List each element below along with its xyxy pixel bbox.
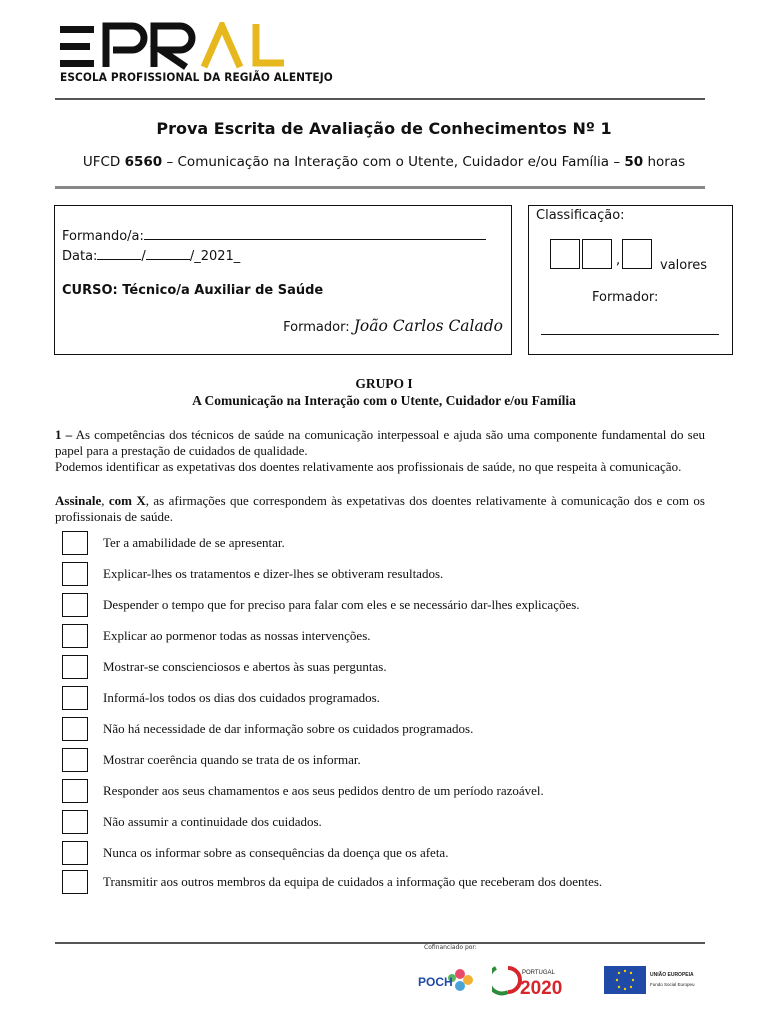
- option-checkbox[interactable]: [62, 748, 88, 772]
- option-text: Despender o tempo que for preciso para falar com eles e se necessário dar-lhes explicações.: [103, 597, 580, 612]
- footer-divider: [55, 942, 705, 944]
- option-checkbox[interactable]: [62, 841, 88, 865]
- formando-row: [62, 227, 486, 244]
- option-text: Explicar ao pormenor todas as nossas intervenções.: [103, 628, 371, 643]
- question-intro: 1 – As competências dos técnicos de saúde na comunicação interpessoal e ajuda são uma componente fundamental do seu papel para a prestação de cuidados de qualidade.: [55, 427, 706, 458]
- option-text: Mostrar-se conscienciosos e abertos às suas perguntas.: [103, 659, 387, 674]
- classificacao-label: Classificação:: [536, 208, 625, 223]
- logo-subtitle: ESCOLA PROFISSIONAL DA REGIÃO ALENTEJO: [60, 70, 333, 84]
- formador-row: [283, 317, 503, 335]
- date-year: _2021_: [194, 249, 241, 264]
- svg-text:PORTUGAL: PORTUGAL: [522, 970, 555, 976]
- grade-formador-label: Formador:: [592, 290, 659, 305]
- question-number: 1 –: [55, 427, 73, 442]
- section-divider: [55, 186, 705, 189]
- grade-formador-signature[interactable]: [541, 334, 719, 335]
- grade-digit-2[interactable]: [582, 239, 612, 269]
- date-row: Data: / /_2021_: [62, 249, 241, 264]
- portugal-2020-logo: [492, 964, 588, 996]
- option-text: Informá-los todos os dias dos cuidados programados.: [103, 690, 380, 705]
- svg-text:UNIÃO EUROPEIA: UNIÃO EUROPEIA: [650, 972, 694, 978]
- formador-label: Formador:: [283, 320, 350, 335]
- option-text: Responder aos seus chamamentos e aos seus pedidos dentro de um período razoável.: [103, 783, 544, 798]
- option-checkbox[interactable]: [62, 531, 88, 555]
- svg-text:Fundo Social Europeu: Fundo Social Europeu: [650, 982, 695, 987]
- option-text: Não há necessidade de dar informação sobre os cuidados programados.: [103, 721, 474, 736]
- grade-digit-1[interactable]: [550, 239, 580, 269]
- date-label: Data:: [62, 249, 98, 264]
- formando-label: Formando/a:: [62, 229, 144, 244]
- option-checkbox[interactable]: [62, 779, 88, 803]
- page-subtitle: UFCD 6560 – Comunicação na Interação com o Utente, Cuidador e/ou Família – 50 horas: [82, 154, 686, 170]
- student-info-box: [54, 205, 512, 355]
- group-subheading: A Comunicação na Interação com o Utente, Cuidador e/ou Família: [192, 393, 576, 408]
- header-divider: [55, 98, 705, 100]
- option-checkbox[interactable]: [62, 810, 88, 834]
- cofinanciado-label: Cofinanciado por:: [424, 944, 477, 951]
- option-checkbox[interactable]: [62, 624, 88, 648]
- poch-logo: [416, 964, 478, 996]
- poch-text: POCH: [418, 975, 453, 989]
- question-line2: Podemos identificar as expetativas dos doentes relativamente aos profissionais de saúde, no que respeita à comunicação.: [55, 459, 682, 474]
- grade-decimal[interactable]: [622, 239, 652, 269]
- option-text: Transmitir aos outros membros da equipa de cuidados a informação que receberam dos doentes.: [103, 874, 603, 889]
- ufcd-code: 6560: [124, 154, 163, 170]
- option-text: Ter a amabilidade de se apresentar.: [103, 535, 285, 550]
- page-title: Prova Escrita de Avaliação de Conhecimentos Nº 1: [156, 119, 612, 138]
- option-checkbox[interactable]: [62, 686, 88, 710]
- option-text: Mostrar coerência quando se trata de os informar.: [103, 752, 361, 767]
- option-text: Nunca os informar sobre as consequências da doença que os afeta.: [103, 845, 449, 860]
- date-day-field[interactable]: [97, 247, 141, 260]
- option-checkbox[interactable]: [62, 655, 88, 679]
- date-month-field[interactable]: [146, 247, 190, 260]
- svg-text:2020: 2020: [520, 978, 563, 996]
- formador-name: João Carlos Calado: [353, 317, 503, 335]
- group-heading: GRUPO I: [355, 376, 413, 391]
- option-checkbox[interactable]: [62, 870, 88, 894]
- question-instruction: Assinale, com X, as afirmações que correspondem às expetativas dos doentes relativamente à comunicação dos e com os profissionais de saúde.: [55, 493, 705, 524]
- valores-label: valores: [660, 258, 708, 273]
- grade-comma: ,: [616, 253, 621, 268]
- course-label: CURSO: Técnico/a Auxiliar de Saúde: [62, 283, 324, 298]
- option-text: Explicar-lhes os tratamentos e dizer-lhes se obtiveram resultados.: [103, 566, 444, 581]
- option-checkbox[interactable]: [62, 717, 88, 741]
- option-text: Não assumir a continuidade dos cuidados.: [103, 814, 322, 829]
- hours-value: 50: [624, 154, 644, 170]
- formando-field[interactable]: [144, 227, 486, 240]
- option-checkbox[interactable]: [62, 562, 88, 586]
- grade-box: [528, 205, 733, 355]
- option-checkbox[interactable]: [62, 593, 88, 617]
- eu-flag-logo: [604, 966, 704, 994]
